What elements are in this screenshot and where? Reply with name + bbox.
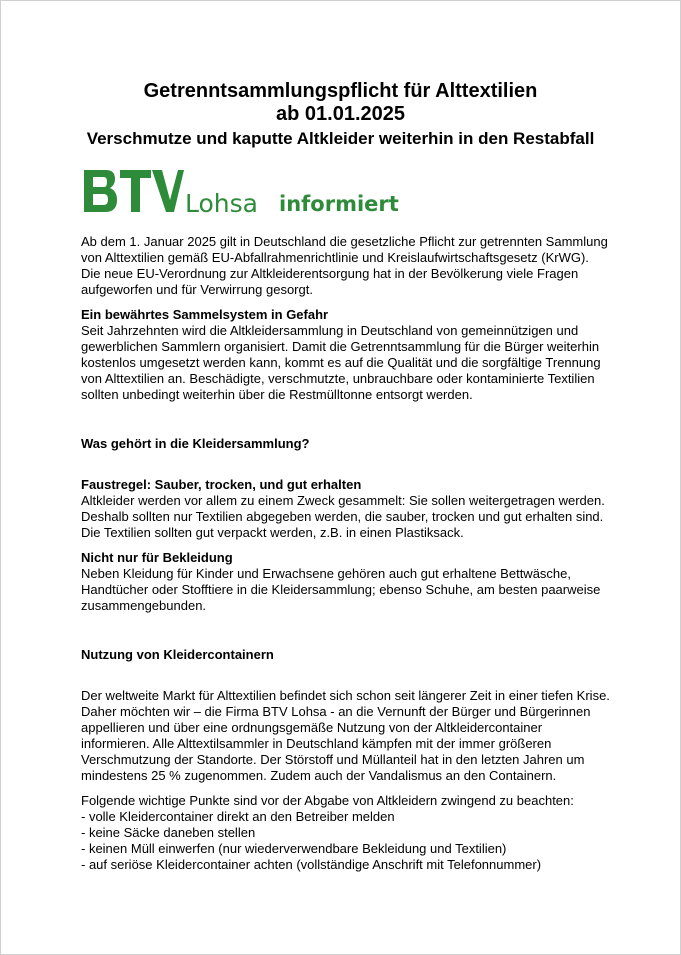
paragraph-line: Seit Jahrzehnten wird die Altkleidersammlung in Deutschland von gemeinnützigen und [81, 323, 579, 338]
list-item: - volle Kleidercontainer direkt an den Betreiber melden [81, 809, 395, 824]
document-title [0, 80, 681, 150]
paragraph-line: Deshalb sollten nur Textilien abgegeben werden, die sauber, trocken und gut erhalten sind. [81, 509, 604, 524]
intro-line: Ab dem 1. Januar 2025 gilt in Deutschland die gesetzliche Pflicht zur getrennten Sammlung [81, 234, 608, 249]
document-body [81, 234, 641, 873]
subtitle: Verschmutze und kaputte Altkleider weiterhin in den Restabfall [86, 129, 595, 148]
paragraph-line: von Alttextilien an. Beschädigte, verschmutzte, unbrauchbare oder kontaminierte Textilien [81, 371, 595, 386]
paragraph-line: Verschmutzung der Standorte. Der Störstoff und Müllanteil hat in den letzten Jahren um [81, 752, 585, 767]
paragraph-line: mindestens 25 % zugenommen. Zudem auch der Vandalismus an den Containern. [81, 768, 557, 783]
intro-line: aufgeworfen und für Verwirrung gesorgt. [81, 282, 313, 297]
paragraph-line: Altkleider werden vor allem zu einem Zweck gesammelt: Sie sollen weitergetragen werden. [81, 493, 605, 508]
section-heading: Nutzung von Kleidercontainern [81, 647, 274, 662]
section-heading: Ein bewährtes Sammelsystem in Gefahr [81, 307, 329, 322]
btv-logo-mark [84, 168, 184, 214]
logo-lohsa-text: Lohsa [185, 189, 258, 218]
section-heading: Nicht nur für Bekleidung [81, 550, 233, 565]
btv-lohsa-logo [84, 168, 404, 218]
paragraph-line: sollten unbedingt weiterhin über die Restmülltonne entsorgt werden. [81, 387, 473, 402]
paragraph-line: Folgende wichtige Punkte sind vor der Abgabe von Altkleidern zwingend zu beachten: [81, 793, 574, 808]
logo-informiert-text: informiert [279, 192, 399, 216]
paragraph-line: Daher möchten wir – die Firma BTV Lohsa - an die Vernunft der Bürger und Bürgerinnen [81, 704, 591, 719]
paragraph-line: Neben Kleidung für Kinder und Erwachsene gehören auch gut erhaltene Bettwäsche, [81, 566, 571, 581]
paragraph-line: Die Textilien sollten gut verpackt werden, z.B. in einen Plastiksack. [81, 525, 464, 540]
title-line-1: Getrenntsammlungspflicht für Alttextilien [143, 80, 538, 102]
list-item: - auf seriöse Kleidercontainer achten (vollständige Anschrift mit Telefonnummer) [81, 857, 542, 872]
section-heading: Faustregel: Sauber, trocken, und gut erhalten [81, 477, 362, 492]
paragraph-line: zusammengebunden. [81, 598, 207, 613]
title-line-2: ab 01.01.2025 [276, 103, 405, 125]
paragraph-line: Der weltweite Markt für Alttextilien befindet sich schon seit längerer Zeit in einer tiefen Krise. [81, 688, 610, 703]
list-item: - keinen Müll einwerfen (nur wiederverwendbare Bekleidung und Textilien) [81, 841, 507, 856]
section-heading: Was gehört in die Kleidersammlung? [81, 436, 310, 451]
paragraph-line: gewerblichen Sammlern organisiert. Damit die Getrenntsammlung für die Bürger weiterhin [81, 339, 600, 354]
paragraph-line: Handtücher oder Stofftiere in die Kleidersammlung; ebenso Schuhe, am besten paarweise [81, 582, 601, 597]
intro-line: von Alttextilien gemäß EU-Abfallrahmenrichtlinie und Kreislaufwirtschaftsgesetz (KrWG). [81, 250, 589, 265]
intro-line: Die neue EU-Verordnung zur Altkleiderentsorgung hat in der Bevölkerung viele Fragen [81, 266, 579, 281]
paragraph-line: appellieren und über eine ordnungsgemäße Nutzung von der Altkleidercontainer [81, 720, 543, 735]
list-item: - keine Säcke daneben stellen [81, 825, 256, 840]
paragraph-line: kostenlos umgesetzt werden kann, kommt es auf die Qualität und die sorgfältige Trennung [81, 355, 601, 370]
paragraph-line: informieren. Alle Alttextilsammler in Deutschland kämpfen mit der immer größeren [81, 736, 552, 751]
